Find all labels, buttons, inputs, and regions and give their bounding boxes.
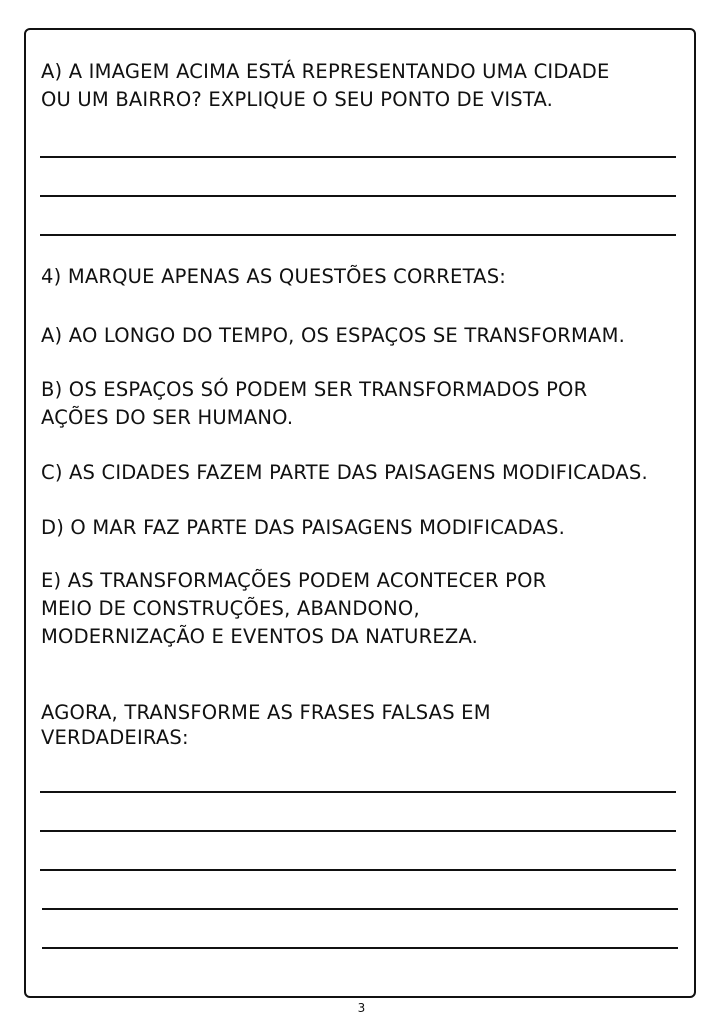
question-4-title: 4) MARQUE APENAS AS QUESTÕES CORRETAS: <box>41 265 507 288</box>
option-a: A) AO LONGO DO TEMPO, OS ESPAÇOS SE TRANSFORMAM. <box>41 324 626 347</box>
page-number: 3 <box>357 1001 366 1015</box>
option-e-line-3: MODERNIZAÇÃO E EVENTOS DA NATUREZA. <box>41 625 479 648</box>
worksheet-frame <box>24 28 696 998</box>
answer-line[interactable] <box>40 156 676 158</box>
answer-line[interactable] <box>40 234 676 236</box>
answer-line[interactable] <box>40 830 676 832</box>
answer-line[interactable] <box>40 195 676 197</box>
option-e-line-2: MEIO DE CONSTRUÇÕES, ABANDONO, <box>41 597 420 620</box>
option-d: D) O MAR FAZ PARTE DAS PAISAGENS MODIFICADAS. <box>41 516 565 539</box>
option-c: C) AS CIDADES FAZEM PARTE DAS PAISAGENS MODIFICADAS. <box>41 461 648 484</box>
option-b-line-2: AÇÕES DO SER HUMANO. <box>41 406 294 429</box>
option-e-line-1: E) AS TRANSFORMAÇÕES PODEM ACONTECER POR <box>41 569 547 592</box>
answer-line[interactable] <box>40 791 676 793</box>
answer-line[interactable] <box>42 908 678 910</box>
answer-line[interactable] <box>42 947 678 949</box>
answer-line[interactable] <box>40 869 676 871</box>
instruction-line-2: VERDADEIRAS: <box>41 726 189 749</box>
question-a-line-2: OU UM BAIRRO? EXPLIQUE O SEU PONTO DE VISTA. <box>41 88 554 111</box>
option-b-line-1: B) OS ESPAÇOS SÓ PODEM SER TRANSFORMADOS POR <box>41 378 588 401</box>
question-a-line-1: A) A IMAGEM ACIMA ESTÁ REPRESENTANDO UMA CIDADE <box>41 60 610 83</box>
instruction-line-1: AGORA, TRANSFORME AS FRASES FALSAS EM <box>41 701 491 724</box>
